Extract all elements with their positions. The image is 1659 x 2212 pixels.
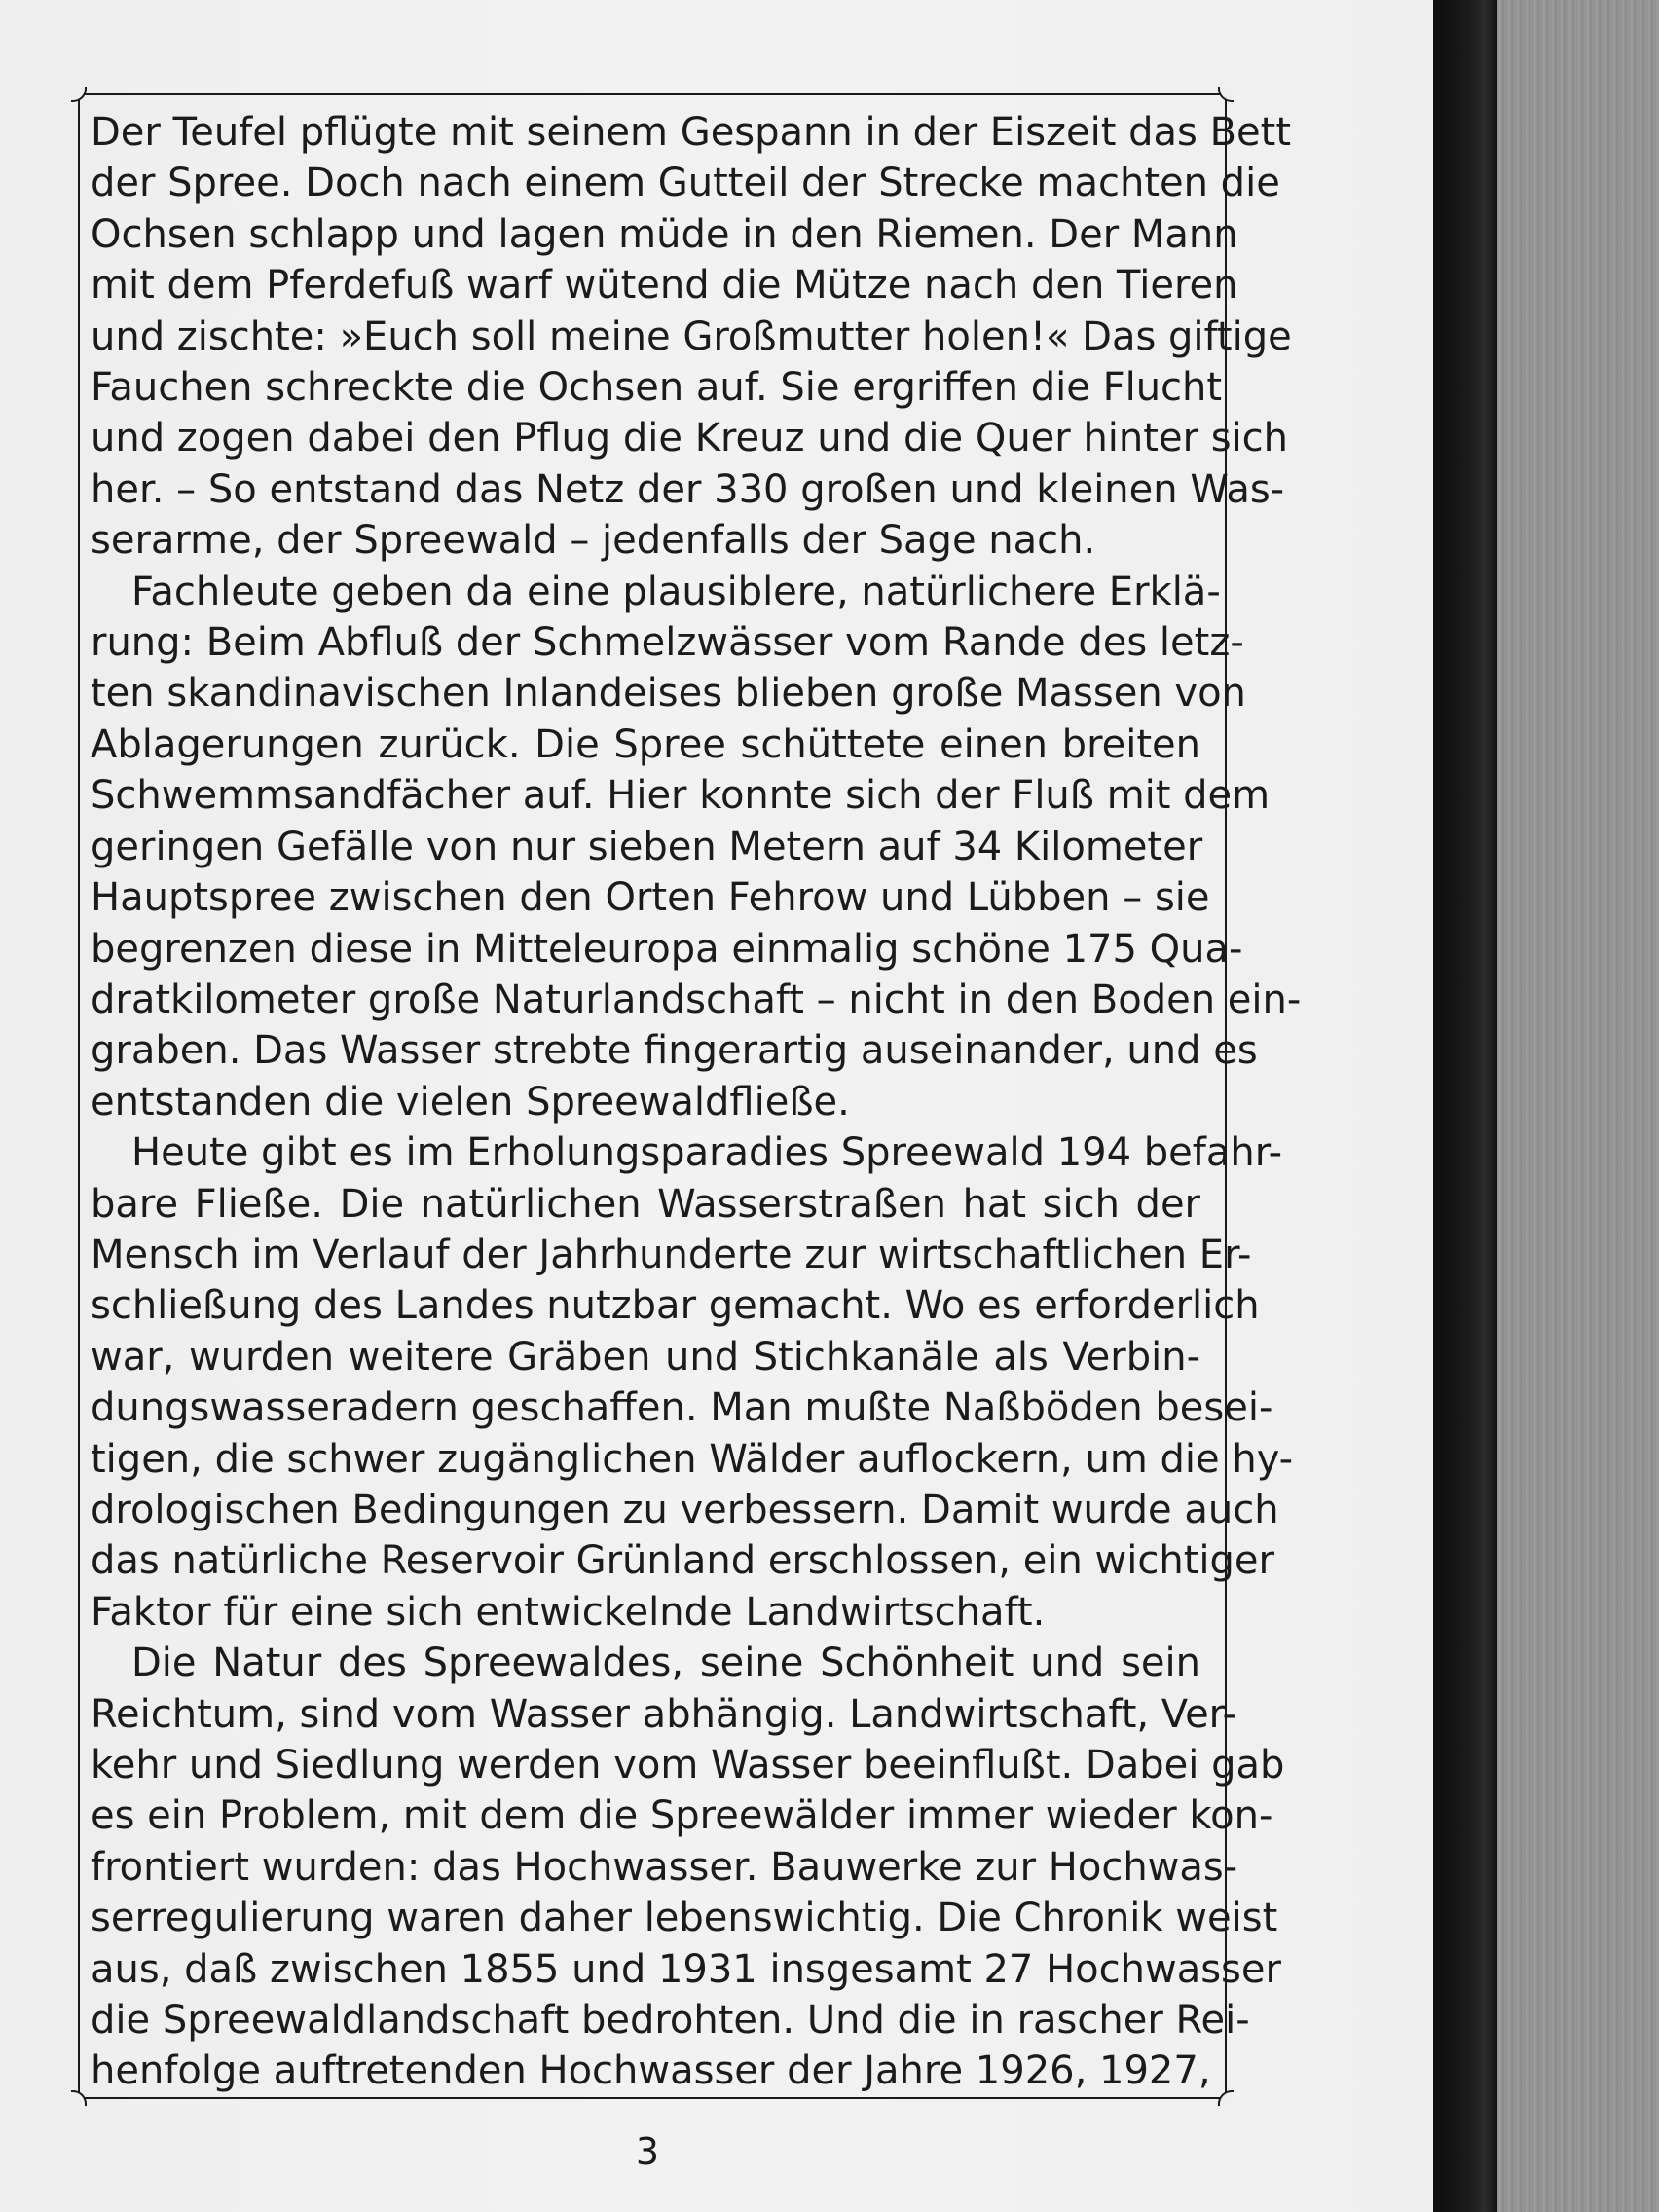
paragraph-3 xyxy=(91,1127,1294,1638)
text-line: serregulierung waren daher lebenswichtig. Die Chronik weist xyxy=(91,1896,1278,1941)
text-line: dratkilometer große Naturlandschaft – nicht in den Boden ein- xyxy=(91,977,1302,1022)
frame-corner-ornament xyxy=(71,2090,87,2106)
book-spine xyxy=(1433,0,1497,2212)
text-line: Die Natur des Spreewaldes, seine Schönheit und sein xyxy=(131,1641,1200,1686)
text-line: Fauchen schreckte die Ochsen auf. Sie ergriffen die Flucht xyxy=(91,365,1223,411)
text-line: dungswasseradern geschaffen. Man mußte Naßböden besei- xyxy=(91,1385,1273,1431)
text-line: der Spree. Doch nach einem Gutteil der Strecke machten die xyxy=(91,161,1280,206)
text-line: Mensch im Verlauf der Jahrhunderte zur wirtschaftlichen Er- xyxy=(91,1232,1252,1277)
text-line: und zischte: »Euch soll meine Großmutter holen!« Das giftige xyxy=(91,313,1292,359)
text-line: drologischen Bedingungen zu verbessern. Damit wurde auch xyxy=(91,1487,1279,1532)
text-line: frontiert wurden: das Hochwasser. Bauwerke zur Hochwas- xyxy=(91,1844,1238,1890)
text-line: und zogen dabei den Pflug die Kreuz und die Quer hinter sich xyxy=(91,416,1289,461)
text-line: tigen, die schwer zugänglichen Wälder auflockern, um die hy- xyxy=(91,1436,1294,1482)
text-line: Ablagerungen zurück. Die Spree schüttete einen breiten xyxy=(91,721,1200,767)
text-line: Der Teufel pflügte mit seinem Gespann in der Eiszeit das Bett xyxy=(91,110,1292,155)
text-line: Schwemmsandfächer auf. Hier konnte sich der Fluß mit dem xyxy=(91,773,1271,819)
text-line: begrenzen diese in Mitteleuropa einmalig schöne 175 Qua- xyxy=(91,926,1243,972)
text-line: Reichtum, sind vom Wasser abhängig. Landwirtschaft, Ver- xyxy=(91,1691,1236,1737)
text-line: ten skandinavischen Inlandeises blieben große Massen von xyxy=(91,671,1246,717)
text-line: kehr und Siedlung werden vom Wasser beeinflußt. Dabei gab xyxy=(91,1743,1285,1788)
text-line: es ein Problem, mit dem die Spreewälder immer wieder kon- xyxy=(91,1793,1273,1839)
text-line: Heute gibt es im Erholungsparadies Spreewald 194 befahr- xyxy=(131,1130,1283,1176)
background-surface xyxy=(1497,0,1659,2212)
text-line: Ochsen schlapp und lagen müde in den Riemen. Der Mann xyxy=(91,211,1238,257)
paragraph-1 xyxy=(91,107,1292,567)
text-line: rung: Beim Abfluß der Schmelzwässer vom Rande des letz- xyxy=(91,620,1244,666)
text-line: Faktor für eine sich entwickelnde Landwirtschaft. xyxy=(91,1589,1046,1635)
text-line: henfolge auftretenden Hochwasser der Jahre 1926, 1927, xyxy=(91,2048,1211,2094)
text-line: her. – So entstand das Netz der 330 großen und kleinen Was- xyxy=(91,466,1285,512)
text-line: schließung des Landes nutzbar gemacht. Wo es erforderlich xyxy=(91,1283,1260,1329)
text-line: Hauptspree zwischen den Orten Fehrow und Lübben – sie xyxy=(91,875,1210,921)
frame-corner-ornament xyxy=(1218,87,1234,102)
text-line: die Spreewaldlandschaft bedrohten. Und die in rascher Rei- xyxy=(91,1998,1250,2044)
text-line: das natürliche Reservoir Grünland erschlossen, ein wichtiger xyxy=(91,1538,1274,1584)
paragraph-4 xyxy=(91,1638,1285,2097)
text-line: bare Fließe. Die natürlichen Wasserstraßen hat sich der xyxy=(91,1181,1200,1227)
text-line: mit dem Pferdefuß warf wütend die Mütze nach den Tieren xyxy=(91,263,1238,309)
text-line: aus, daß zwischen 1855 und 1931 insgesamt 27 Hochwasser xyxy=(91,1946,1281,1992)
body-text xyxy=(91,107,1302,2097)
text-line: geringen Gefälle von nur sieben Metern auf 34 Kilometer xyxy=(91,824,1203,869)
text-line: graben. Das Wasser strebte fingerartig auseinander, und es xyxy=(91,1028,1258,1074)
text-line: entstanden die vielen Spreewaldfließe. xyxy=(91,1079,850,1124)
text-line: Fachleute geben da eine plausiblere, natürlichere Erklä- xyxy=(131,569,1221,614)
text-line: war, wurden weitere Gräben und Stichkanäle als Verbin- xyxy=(91,1334,1200,1380)
text-line: serarme, der Spreewald – jedenfalls der Sage nach. xyxy=(91,518,1096,564)
page-number: 3 xyxy=(635,2130,660,2173)
paragraph-2 xyxy=(91,567,1302,1127)
